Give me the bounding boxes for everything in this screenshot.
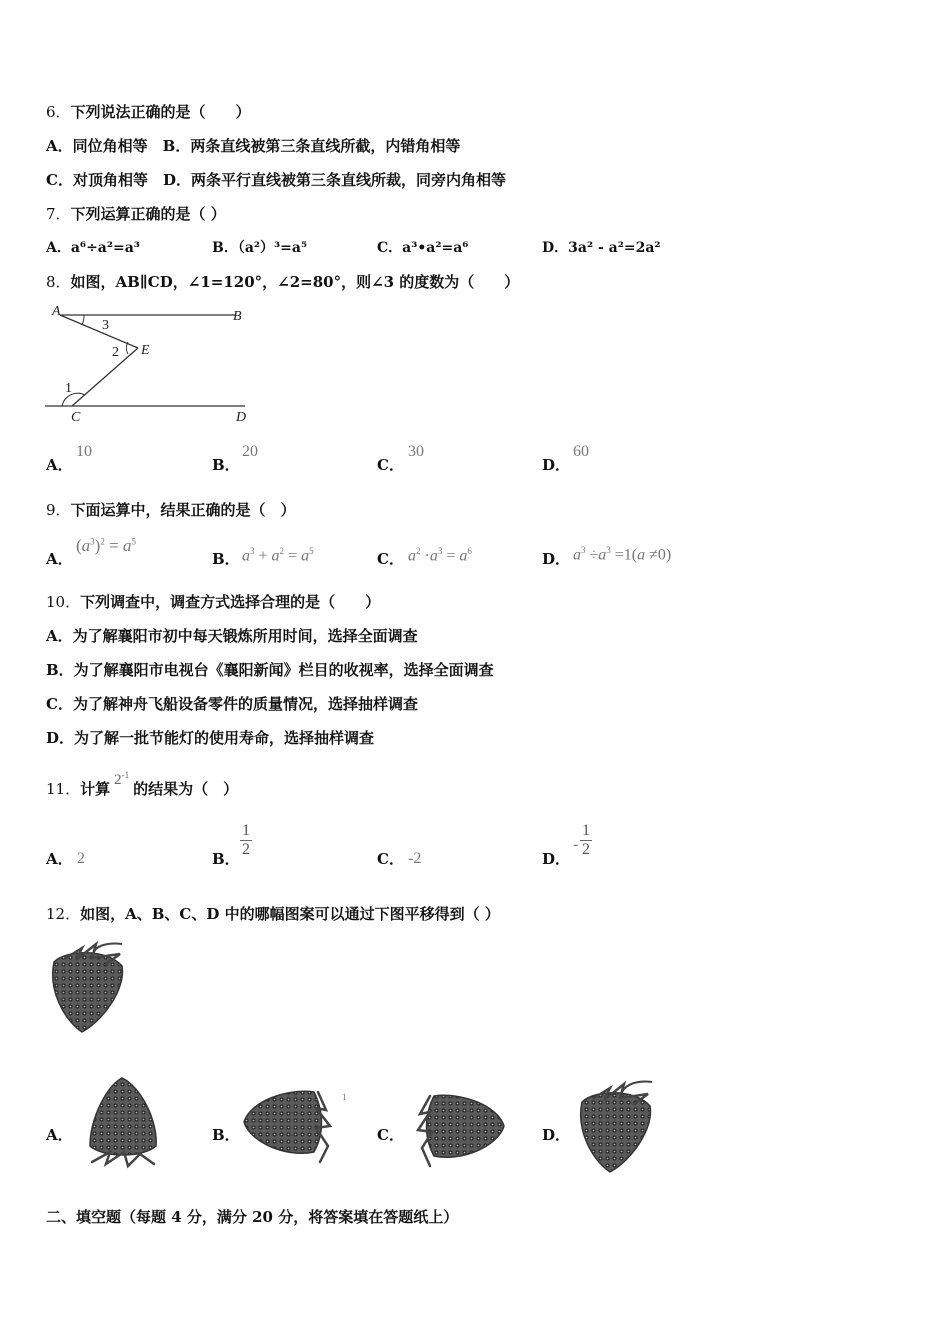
q6-options-row2: C．对顶角相等 D．两条平行直线被第三条直线所裁，同旁内角相等 [46, 171, 506, 189]
label-angle-1: 1 [65, 381, 72, 396]
q9-option-c-expr: $a^2 \cdot a^3 = a^6$ [408, 546, 472, 565]
q9-option-b-letter: B． [212, 550, 240, 568]
q8-option-b-value: 20 [242, 443, 258, 460]
q8-option-a-letter: A． [46, 456, 73, 474]
q7-stem: 7．下列运算正确的是（ ） [46, 205, 226, 223]
label-a: A [52, 304, 61, 319]
q7-option-a: A．a⁶÷a²=a³ [46, 240, 140, 256]
q8-option-c-value: 30 [408, 443, 424, 460]
q10-stem: 10．下列调查中，调查方式选择合理的是（ ） [46, 593, 381, 611]
q11-stem: 11．计算 $2^{-1}$的结果为（ ） [46, 770, 239, 798]
q11-option-d-letter: D． [542, 850, 571, 868]
q11-option-d-sign: - [573, 836, 579, 853]
q12-option-a-strawberry-image [84, 1074, 164, 1170]
q8-geometry-figure [40, 300, 260, 430]
q12-option-b-strawberry-image [236, 1082, 336, 1166]
q7-option-b: B．（a²）³=a⁵ [212, 240, 308, 256]
q11-expression: $2^{-1}$ [114, 770, 130, 788]
q10-option-d: D．为了解一批节能灯的使用寿命，选择抽样调查 [46, 729, 375, 747]
q6-stem: 6．下列说法正确的是（ ） [46, 103, 251, 121]
segment-ae [60, 315, 138, 348]
q12-option-d-strawberry-image [576, 1078, 656, 1174]
q9-stem: 9．下面运算中，结果正确的是（ ） [46, 501, 296, 519]
q8-option-c-letter: C． [377, 456, 404, 474]
q9-option-a-letter: A． [46, 550, 73, 568]
q12-option-d-letter: D． [542, 1126, 571, 1144]
q10-option-b: B．为了解襄阳市电视台《襄阳新闻》栏目的收视率，选择全面调查 [46, 661, 494, 679]
q8-option-b-letter: B． [212, 456, 240, 474]
q11-option-c-letter: C． [377, 850, 404, 868]
q11-option-b-letter: B． [212, 850, 240, 868]
label-c: C [71, 410, 81, 425]
label-b: B [233, 309, 242, 324]
q7-option-d: D．3a² - a²=2a² [542, 240, 661, 256]
q12-stem: 12．如图，A、B、C、D 中的哪幅图案可以通过下图平移得到（ ） [46, 905, 500, 923]
label-e: E [141, 343, 150, 358]
q12-option-b-letter: B． [212, 1126, 240, 1144]
section-2-title: 二、填空题（每题 4 分，满分 20 分，将答案填在答题纸上） [46, 1208, 459, 1226]
q8-option-d-value: 60 [573, 443, 589, 460]
label-angle-2: 2 [112, 345, 119, 360]
q11-option-a-letter: A． [46, 850, 73, 868]
q12-option-c-strawberry-image [412, 1086, 512, 1170]
q8-stem: 8．如图，AB∥CD，∠1=120°，∠2=80°，则∠3 的度数为（ ） [46, 273, 520, 291]
q6-options-row1: A．同位角相等 B．两条直线被第三条直线所截，内错角相等 [46, 137, 461, 155]
q9-option-d-letter: D． [542, 550, 571, 568]
label-angle-3: 3 [102, 318, 109, 333]
segment-ec [72, 348, 138, 406]
q9-option-b-expr: $a^3 + a^2 = a^5$ [242, 546, 314, 565]
q11-option-d-fraction: $\frac{1}{2}$ [582, 822, 590, 858]
q11-option-a-value: 2 [77, 850, 85, 867]
q12-stray-mark: 1 [342, 1092, 347, 1102]
q8-option-d-letter: D． [542, 456, 571, 474]
q7-option-c: C．a³•a²=a⁶ [377, 240, 469, 256]
q9-option-c-letter: C． [377, 550, 404, 568]
label-d: D [236, 410, 247, 425]
q9-option-d-expr: $a^3 \div a^3 =1(a \ne 0)$ [573, 545, 672, 564]
q11-option-c-value: -2 [408, 850, 422, 867]
q12-reference-strawberry-image [46, 940, 128, 1036]
q12-option-a-letter: A． [46, 1126, 73, 1144]
q10-option-a: A．为了解襄阳市初中每天锻炼所用时间，选择全面调查 [46, 627, 418, 645]
q8-option-a-value: 10 [76, 443, 92, 460]
q12-option-c-letter: C． [377, 1126, 404, 1144]
q10-option-c: C．为了解神舟飞船设备零件的质量情况，选择抽样调查 [46, 695, 418, 713]
q9-option-a-expr: $(a^3)^2 = a^5$ [76, 536, 136, 555]
q11-option-b-fraction: $\frac{1}{2}$ [242, 822, 250, 858]
